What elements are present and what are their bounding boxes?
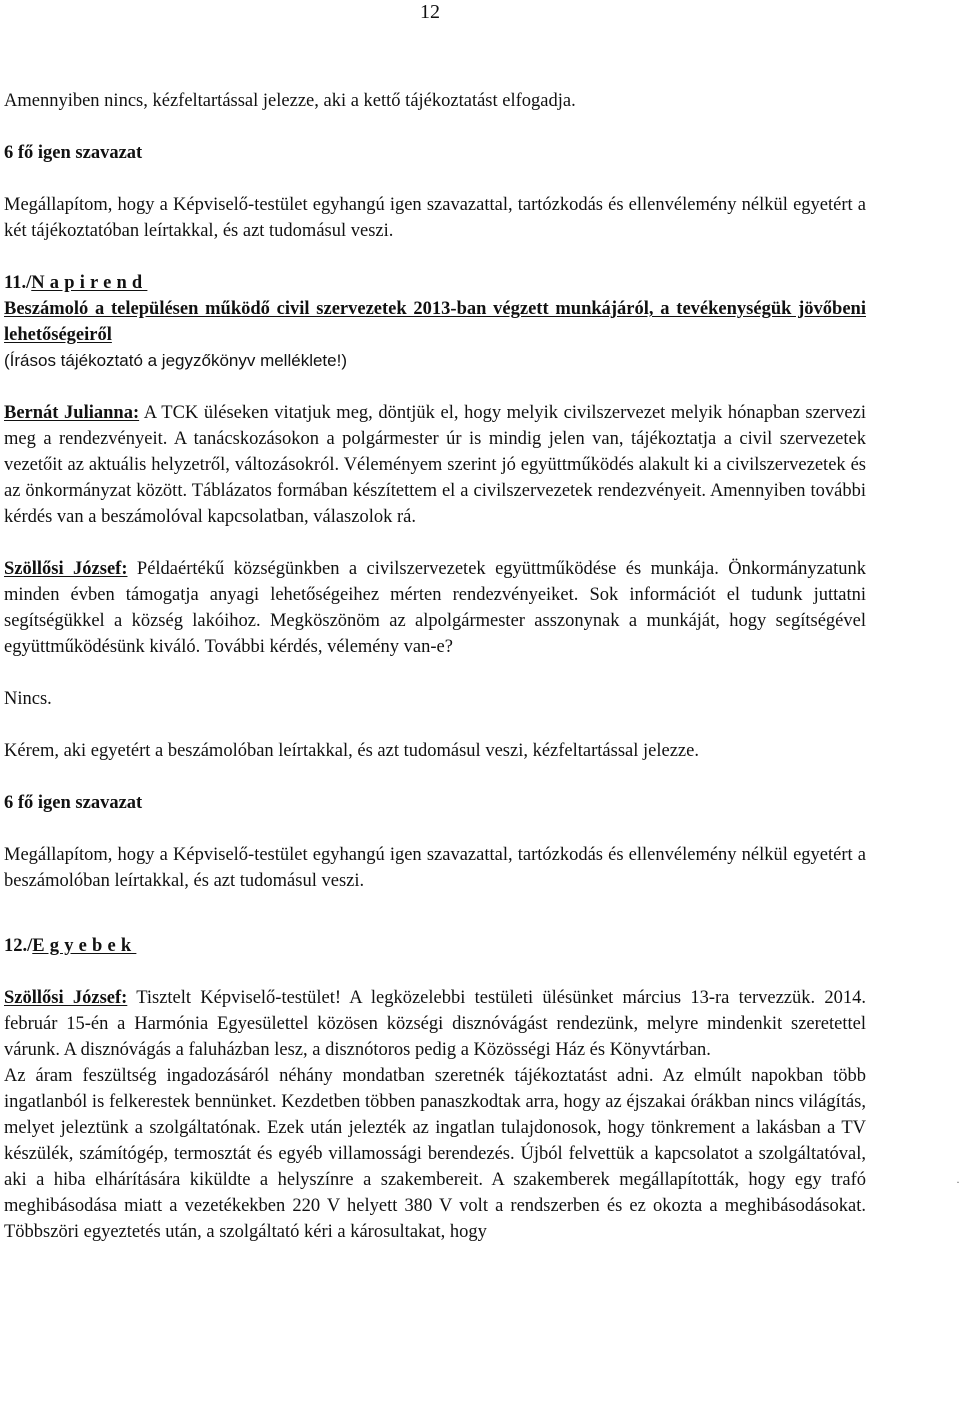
agenda-item-number: 11./ <box>4 273 32 293</box>
speech-text: Tisztelt Képviselő-testület! A legközelebbi testületi ülésünket március 13-ra tervezzük. 2014. február 15-én a Harmónia Egyesülettel közösen községi disznóvágást rendezünk, melyre mindenkit szeretettel várunk. A disznóvágás a faluházban lesz, a disznótoros pedig a Közösségi Ház és Könyvtárban. <box>4 988 867 1060</box>
speech-szollosi-jozsef-2 <box>4 985 866 1063</box>
speaker-name: Szöllősi József: <box>4 988 128 1008</box>
paragraph-resolution: Megállapítom, hogy a Képviselő-testület egyhangú igen szavazattal, tartózkodás és ellenvélemény nélkül egyetért a beszámolóban leírtakkal, és azt tudomásul veszi. <box>4 845 866 891</box>
paragraph-no-questions: Nincs. <box>4 689 52 709</box>
document-body <box>4 88 866 1245</box>
margin-mark: · <box>956 1175 960 1189</box>
speaker-name: Bernát Julianna: <box>4 403 140 423</box>
vote-result: 6 fő igen szavazat <box>4 793 143 813</box>
speech-text: Példaértékű községünkben a civilszervezetek együttműködése és munkája. Önkormányzatunk minden évben támogatja anyagi lehetőségeihez mérten rendezvényeiket. Sok információt el tudunk juttatni segítségükkel a község lakóihoz. Megköszönöm az alpolgármester asszonynak a munkáját, hogy segítségével együttműködésünk kiváló. További kérdés, vélemény van-e? <box>4 559 866 657</box>
paragraph-resolution: Megállapítom, hogy a Képviselő-testület egyhangú igen szavazattal, tartózkodás és ellenvélemény nélkül egyetért a két tájékoztatóban leírtakkal, és azt tudomásul veszi. <box>4 195 866 241</box>
vote-result: 6 fő igen szavazat <box>4 143 143 163</box>
agenda-item-11-note: (Írásos tájékoztató a jegyzőkönyv melléklete!) <box>4 351 347 370</box>
paragraph-power-issue: Az áram feszültség ingadozásáról néhány mondatban szeretnék tájékoztatást adni. Az elmúlt napokban több ingatlanból is felkerestek bennünket. Kezdetben többen panaszkodtak arra, hogy az éjszakai órákban nincs világítás, melyet jeleztünk a szolgáltatónak. Ezek után jelezték az ingatlan tulajdonosok, hogy tönkrement a lakásban a TV készülék, számítógép, termosztát és egyéb villamossági berendezés. Újból felvettük a kapcsolatot a szolgáltatóval, aki a hiba elhárítására kiküldte a helyszínre a szakembereit. A szakemberek megállapították, hogy egy trafó meghibásodása miatt a vezetékekben 220 V helyett 380 V volt a rendszerben és ez okozta a meghibásodásokat. Többszöri egyeztetés után, a szolgáltató kéri a károsultakat, hogy <box>4 1066 866 1242</box>
agenda-item-label: Egyebek <box>32 936 137 956</box>
speech-text: A TCK üléseken vitatjuk meg, döntjük el, hogy melyik civilszervezet melyik hónapban szervezi meg a rendezvényeit. A tanácskozásokon a polgármester úr is mindig jelen van, tájékoztatja a civil szervezetek vezetőit az aktuális helyzetről, változásokról. Véleményem szerint jó együttműködés alakult ki a civilszervezetek és az önkormányzat között. Táblázatos formában készítettem el a civilszervezetek rendezvényeit. Amennyiben további kérdés van a beszámolóval kapcsolatban, válaszolok rá. <box>4 403 866 527</box>
page-number: 12 <box>420 1 440 23</box>
agenda-item-label: Napirend <box>31 273 148 293</box>
speaker-name: Szöllősi József: <box>4 559 128 579</box>
speech-bernat-julianna <box>4 400 866 530</box>
agenda-item-11-title: Beszámoló a településen működő civil szervezetek 2013-ban végzett munkájáról, a tevékenységük jövőbeni lehetőségeiről <box>4 299 866 345</box>
paragraph-vote-request: Kérem, aki egyetért a beszámolóban leírtakkal, és azt tudomásul veszi, kézfeltartással jelezze. <box>4 741 699 761</box>
agenda-item-12-heading <box>4 933 866 959</box>
speech-szollosi-jozsef <box>4 556 866 660</box>
agenda-item-number: 12./ <box>4 936 33 956</box>
agenda-item-11-heading <box>4 270 866 296</box>
paragraph-acceptance-request: Amennyiben nincs, kézfeltartással jelezze, aki a kettő tájékoztatást elfogadja. <box>4 91 576 111</box>
